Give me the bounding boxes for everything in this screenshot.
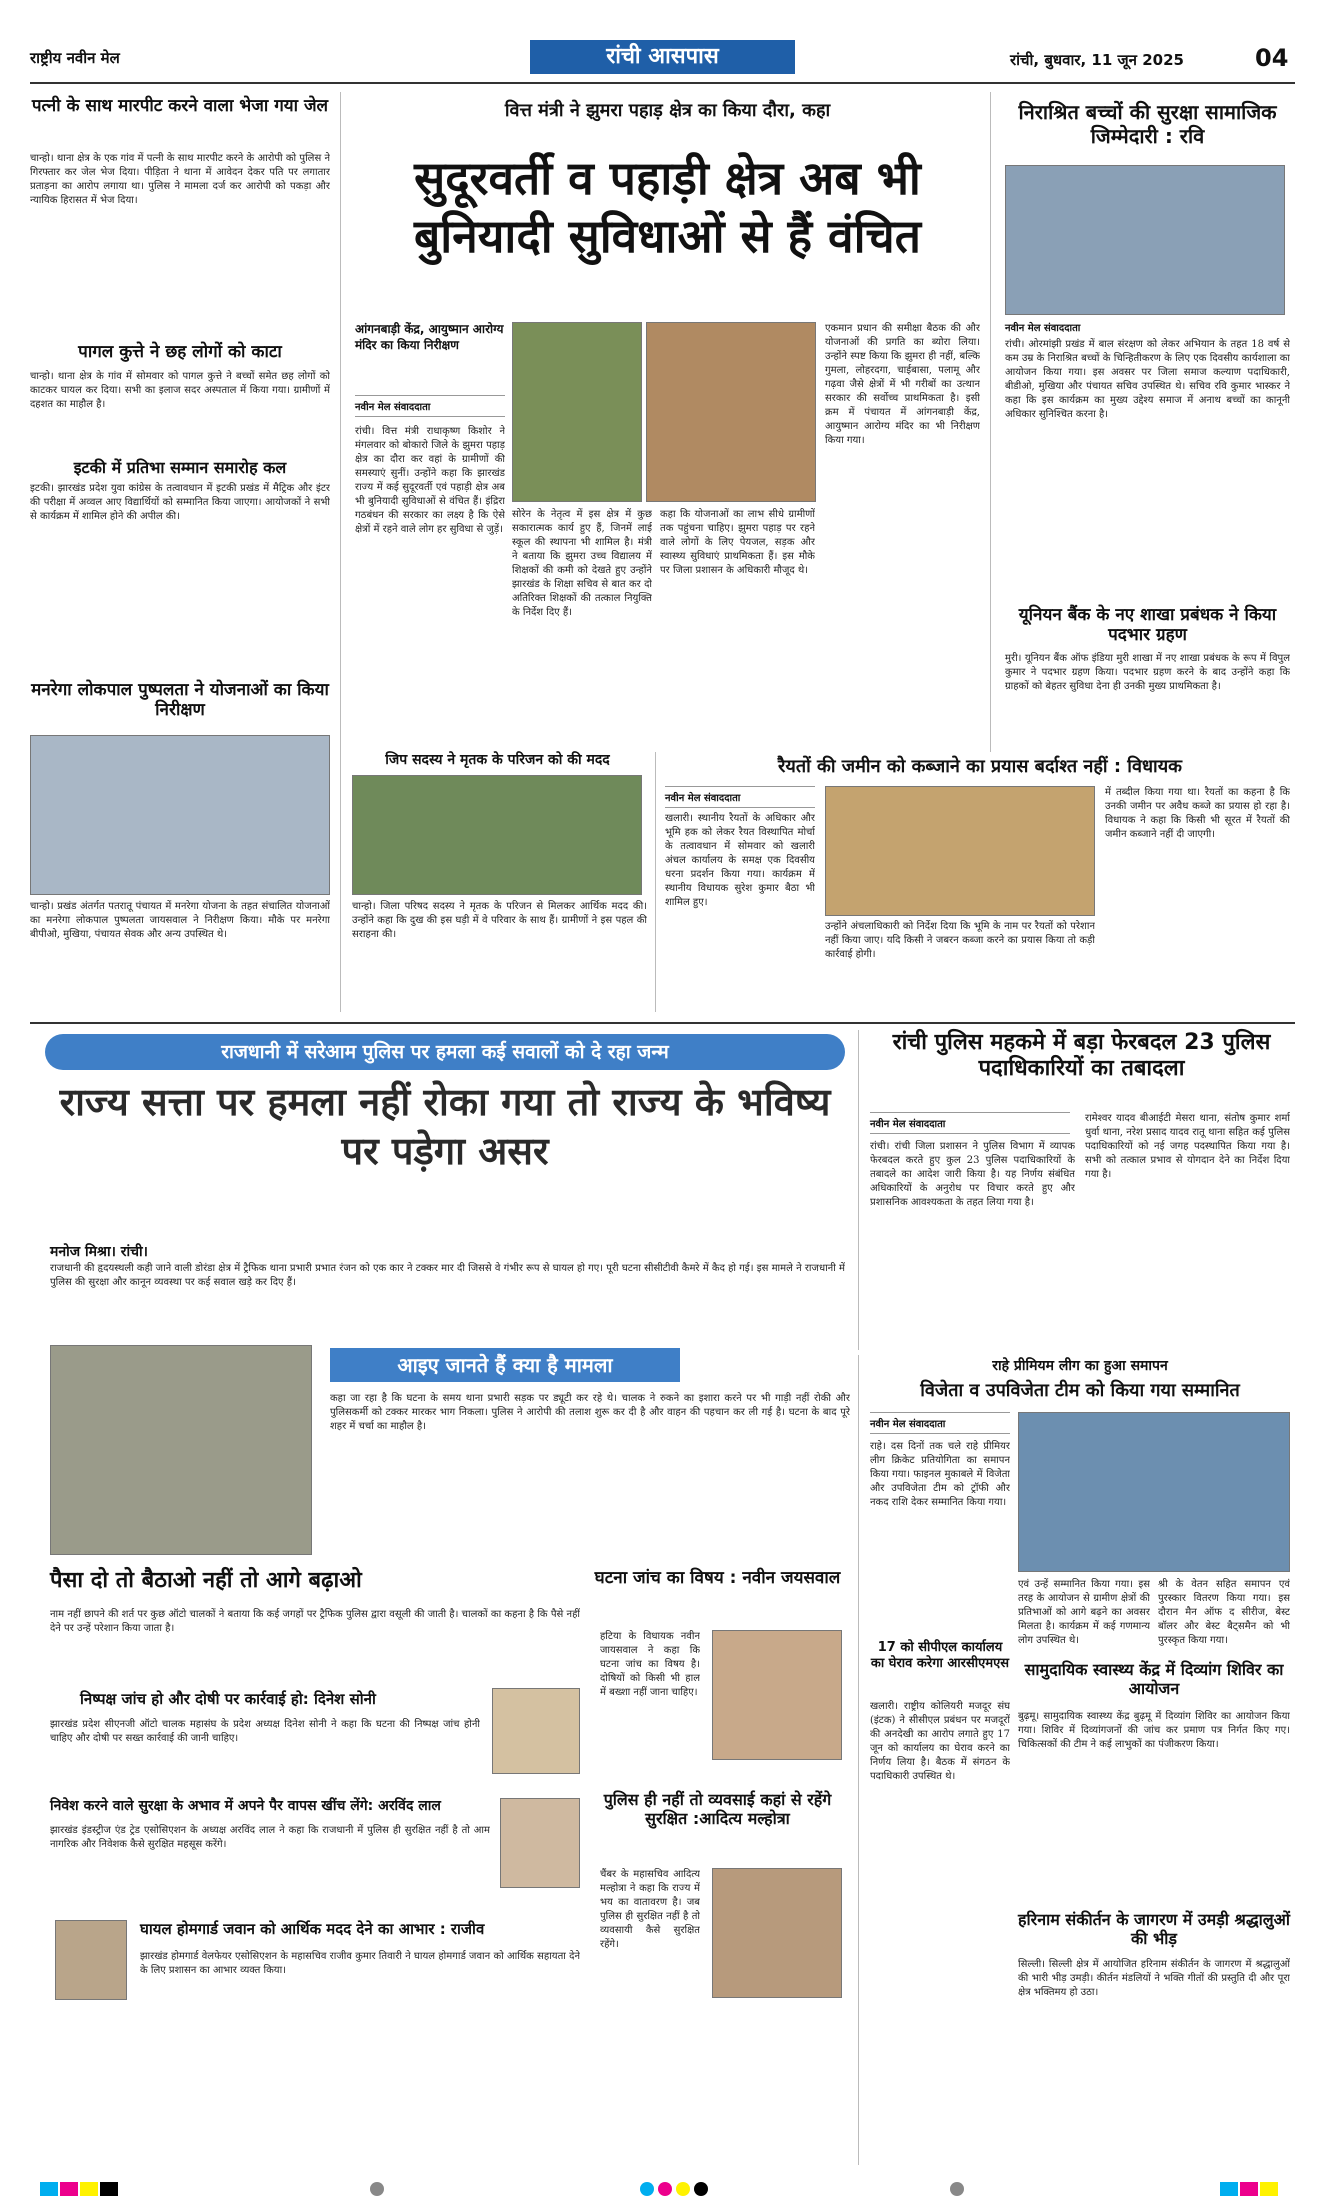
lead-photo-2 <box>646 322 816 502</box>
vidhayak-body-col3: में तब्दील किया गया था। रैयतों का कहना है कि उनकी जमीन पर अवैध कब्जे का प्रयास हो रहा है। विधायक ने कहा कि किसी भी सूरत में रैयतों की जमीन कब्जाने नहीं दी जाएगी। <box>1105 787 1290 840</box>
lead-body-col1: रांची। वित्त मंत्री राधाकृष्ण किशोर ने मंगलवार को बोकारो जिले के झुमरा पहाड़ क्षेत्र का दौरा कर वहां के ग्रामीणों की समस्याएं सुनीं। उन्होंने कहा कि झारखंड राज्य में कई सुदूरवर्ती एवं पहाड़ी क्षेत्र अब भी बुनियादी सुविधाओं से वंचित हैं। इंद्रिरा गठबंधन की सरकार का लक्ष्य है कि ऐसे क्षेत्रों में रहने वाले लोग हर सुविधा से जुड़ें। <box>355 426 505 535</box>
registration-dot-yellow <box>676 2182 690 2196</box>
jila-divider <box>655 752 656 1012</box>
quote4-photo <box>55 1920 127 2000</box>
registration-swatch-cyan <box>40 2182 58 2196</box>
registration-dot-black <box>694 2182 708 2196</box>
registration-swatch-magenta <box>60 2182 78 2196</box>
col1-story3-body: इटकी। झारखंड प्रदेश युवा कांग्रेस के तत्वावधान में इटकी प्रखंड में मैट्रिक और इंटर की परीक्षा में अव्वल आए विद्यार्थियों को सम्मानित किया जाएगा। आयोजकों ने सभी से कार्यक्रम में शामिल होने की अपील की। <box>30 483 330 522</box>
registration-dot-2 <box>950 2182 964 2196</box>
banner-kicker: राजधानी में सरेआम पुलिस पर हमला कई सवालों को दे रहा जन्म <box>45 1034 845 1070</box>
registration-dot-magenta <box>658 2182 672 2196</box>
vidhayak-body-col1: खलारी। स्थानीय रैयतों के अधिकार और भूमि हक को लेकर रैयत विस्थापित मोर्चा के तत्वावधान में सोमवार को खलारी अंचल कार्यालय के समक्ष एक दिवसीय धरना प्रदर्शन किया गया। कार्यक्रम में स्थानीय विधायक सुरेश कुमार बैठा भी शामिल हुए। <box>665 813 815 908</box>
col1-story1-title: पत्नी के साथ मारपीट करने वाला भेजा गया जेल <box>31 96 329 116</box>
police-body-col1: रांची। रांची जिला प्रशासन ने पुलिस विभाग में व्यापक फेरबदल करते हुए कुल 23 पुलिस पदाधिकारियों के तबादले का आदेश जारी किया है। यह निर्णय संबंधित अधिकारियों के अनुरोध पर विचार करते हुए और प्रशासनिक आवश्यकता के तहत लिया गया है। <box>870 1141 1075 1208</box>
mid-rule <box>30 1022 1295 1024</box>
masthead-section: रांची आसपास <box>530 40 795 74</box>
masthead-rule <box>30 82 1295 84</box>
vidhayak-photo <box>825 786 1095 916</box>
vidhayak-title: रैयतों की जमीन को कब्जाने का प्रयास बर्दाश्त नहीं : विधायक <box>778 756 1182 777</box>
col1-divider <box>340 92 341 1012</box>
vidhayak-body-col2: उन्होंने अंचलाधिकारी को निर्देश दिया कि भूमि के नाम पर रैयतों को परेशान नहीं किया जाए। यदि किसी ने जबरन कब्जा करने का प्रयास किया तो कड़ी कार्रवाई होगी। <box>825 921 1095 960</box>
right1-photo <box>1005 165 1285 315</box>
premier-byline: नवीन मेल संवाददाता <box>870 1412 1010 1434</box>
jila-body: चान्हो। जिला परिषद सदस्य ने मृतक के परिजन से मिलकर आर्थिक मदद की। उन्होंने कहा कि दुख की इस घड़ी में वे परिवार के साथ हैं। ग्रामीणों ने इस पहल की सराहना की। <box>352 901 647 940</box>
quote2-photo <box>492 1688 580 1774</box>
premier-body-col1: राहे। दस दिनों तक चले राहे प्रीमियर लीग क्रिकेट प्रतियोगिता का समापन किया गया। फाइनल मुकाबले में विजेता और उपविजेता टीम को ट्रॉफी और नकद राशि देकर सम्मानित किया गया। <box>870 1441 1010 1508</box>
article-box-body: कहा जा रहा है कि घटना के समय थाना प्रभारी सड़क पर ड्यूटी कर रहे थे। चालक ने रुकने का इशारा करने पर भी गाड़ी नहीं रोकी और पुलिसकर्मी को टक्कर मारकर भाग निकला। पुलिस ने आरोपी की तलाश शुरू कर दी है और वाहन की पहचान कर ली गई है। घटना के बाद पूरे शहर में चर्चा का माहौल है। <box>330 1393 850 1432</box>
lead-byline: नवीन मेल संवाददाता <box>355 395 505 417</box>
registration-swatch-yellow <box>80 2182 98 2196</box>
col1-story3-title: इटकी में प्रतिभा सम्मान समारोह कल <box>73 458 287 477</box>
right1-caption: नवीन मेल संवाददाता <box>1005 323 1081 334</box>
vidhayak-byline: नवीन मेल संवाददाता <box>665 786 815 808</box>
col1-story2-body: चान्हो। थाना क्षेत्र के गांव में सोमवार को पागल कुत्ते ने बच्चों समेत छह लोगों को काटकर घायल कर दिया। सभी का इलाज सदर अस्पताल में किया गया। ग्रामीणों में दहशत का माहौल है। <box>30 371 330 410</box>
premier-body-col2: एवं उन्हें सम्मानित किया गया। इस तरह के आयोजन से ग्रामीण क्षेत्रों की प्रतिभाओं को आगे बढ़ने का अवसर मिलता है। कार्यक्रम में कई गणमान्य लोग उपस्थित थे। <box>1018 1579 1150 1646</box>
masthead-paper: राष्ट्रीय नवीन मेल <box>30 49 120 67</box>
health-body: बुढ़मू। सामुदायिक स्वास्थ्य केंद्र बुढ़मू में दिव्यांग शिविर का आयोजन किया गया। शिविर में दिव्यांगजनों की जांच कर प्रमाण पत्र निर्गत किए गए। चिकित्सकों की टीम ने कई लाभुकों का पंजीकरण किया। <box>1018 1711 1290 1750</box>
quote3-photo <box>500 1798 580 1888</box>
right1-title: निराश्रित बच्चों की सुरक्षा सामाजिक जिम्मेदारी : रवि <box>1018 100 1277 148</box>
side1-photo <box>712 1630 842 1760</box>
article-photo <box>50 1345 312 1555</box>
health-title: सामुदायिक स्वास्थ्य केंद्र में दिव्यांग शिविर का आयोजन <box>1024 1660 1284 1699</box>
article-box-label: आइए जानते हैं क्या है मामला <box>330 1348 680 1382</box>
registration-dot-cyan <box>640 2182 654 2196</box>
article-author: मनोज मिश्रा। रांची। <box>50 1244 148 1260</box>
lead-photo-1 <box>512 322 642 502</box>
side2-photo <box>712 1868 842 1998</box>
premier-title: विजेता व उपविजेता टीम को किया गया सम्मानित <box>920 1380 1240 1401</box>
quote2-body: झारखंड प्रदेश सीएनजी ऑटो चालक महासंघ के प्रदेश अध्यक्ष दिनेश सोनी ने कहा कि घटना की निष्पक्ष जांच होनी चाहिए और दोषी पर सख्त कार्रवाई की जानी चाहिए। <box>50 1719 480 1744</box>
lead-kicker: वित्त मंत्री ने झुमरा पहाड़ क्षेत्र का किया दौरा, कहा <box>504 100 831 121</box>
col1-story4-body: चान्हो। प्रखंड अंतर्गत पतरातू पंचायत में मनरेगा योजना के तहत संचालित योजनाओं का मनरेगा लोकपाल पुष्पलता जायसवाल ने निरीक्षण किया। मौके पर मनरेगा बीपीओ, मुखिया, पंचायत सेवक और अन्य उपस्थित थे। <box>30 901 330 940</box>
lead-body-col3: कहा कि योजनाओं का लाभ सीधे ग्रामीणों तक पहुंचना चाहिए। झुमरा पहाड़ पर रहने वाले लोगों के लिए पेयजल, सड़क और स्वास्थ्य सुविधाएं प्राथमिकता हैं। इस मौके पर जिला प्रशासन के अधिकारी मौजूद थे। <box>660 509 815 576</box>
police-byline: नवीन मेल संवाददाता <box>870 1112 1070 1134</box>
lead-divider <box>990 92 991 752</box>
col1-story4-title: मनरेगा लोकपाल पुष्पलता ने योजनाओं का किया निरीक्षण <box>31 680 329 721</box>
article-intro: राजधानी की हृदयस्थली कही जाने वाली डोरंडा क्षेत्र में ट्रैफिक थाना प्रभारी प्रभात रंजन को एक कार ने टक्कर मार दी जिससे वे गंभीर रूप से घायल हो गए। पूरी घटना सीसीटीवी कैमरे में कैद हो गई। इस मामले ने राजधानी में पुलिस की सुरक्षा और कानून व्यवस्था पर कई सवाल खड़े कर दिए हैं। <box>50 1263 845 1288</box>
bank-title: यूनियन बैंक के नए शाखा प्रबंधक ने किया पदभार ग्रहण <box>1018 605 1277 646</box>
side1-title: घटना जांच का विषय : नवीन जयसवाल <box>594 1568 841 1588</box>
col1-story4-photo <box>30 735 330 895</box>
jila-photo <box>352 775 642 895</box>
quote4-body: झारखंड होमगार्ड वेलफेयर एसोसिएशन के महासचिव राजीव कुमार तिवारी ने घायल होमगार्ड जवान को आर्थिक सहायता देने के लिए प्रशासन का आभार व्यक्त किया। <box>140 1951 580 1976</box>
col1-story2-title: पागल कुत्ते ने छह लोगों को काटा <box>78 342 282 362</box>
quote3-body: झारखंड इंडस्ट्रीज एंड ट्रेड एसोसिएशन के अध्यक्ष अरविंद लाल ने कहा कि राजधानी में पुलिस ही सुरक्षित नहीं है तो आम नागरिक और निवेशक कैसे सुरक्षित महसूस करेंगे। <box>50 1825 490 1850</box>
police-title: रांची पुलिस महकमे में बड़ा फेरबदल 23 पुलिस पदाधिकारियों का तबादला <box>892 1030 1271 1082</box>
lead-bullet: आंगनबाड़ी केंद्र, आयुष्मान आरोग्य मंदिर का किया निरीक्षण <box>355 322 504 352</box>
quote2-title: निष्पक्ष जांच हो और दोषी पर कार्रवाई हो: दिनेश सोनी <box>80 1690 376 1708</box>
registration-swatch-black <box>100 2182 118 2196</box>
lead-body-col4: एकमान प्रधान की समीक्षा बैठक की और योजनाओं की प्रगति का ब्योरा लिया। उन्होंने स्पष्ट किया कि झुमरा ही नहीं, बल्कि गुमला, लोहरदगा, चाईबासा, पलामू और गढ़वा जैसे क्षेत्रों में भी गरीबों का उत्थान सरकार की सर्वोच्च प्राथमिकता है। इसी क्रम में पंचायत में आंगनबाड़ी केंद्र, आयुष्मान आरोग्य मंदिर का भी निरीक्षण किया गया। <box>825 323 980 446</box>
right1-body: रांची। ओरमांझी प्रखंड में बाल संरक्षण को लेकर अभियान के तहत 18 वर्ष से कम उम्र के निराश्रित बच्चों के चिन्हितीकरण के लिए एक दिवसीय कार्यशाला का आयोजन किया गया। इस अवसर पर जिला समाज कल्याण पदाधिकारी, बीडीओ, मुखिया और पंचायत सचिव उपस्थित थे। सचिव रवि कुमार भास्कर ने कहा कि इस कार्यक्रम का मुख्य उद्देश्य समाज में अनाथ बच्चों का कानूनी अधिकार सुनिश्चित करना है। <box>1005 339 1290 420</box>
side2-title: पुलिस ही नहीं तो व्यवसाई कहां से रहेंगे सुरक्षित :आदित्य मल्होत्रा <box>603 1790 832 1829</box>
quote1-body: नाम नहीं छापने की शर्त पर कुछ ऑटो चालकों ने बताया कि कई जगहों पर ट्रैफिक पुलिस द्वारा वसूली की जाती है। चालकों का कहना है कि पैसे नहीं देने पर उन्हें परेशान किया जाता है। <box>50 1609 580 1634</box>
bank-body: मुरी। यूनियन बैंक ऑफ इंडिया मुरी शाखा में नए शाखा प्रबंधक के रूप में विपुल कुमार ने पदभार ग्रहण किया। पदभार ग्रहण करने के बाद उन्होंने कहा कि ग्राहकों को बेहतर सुविधा देना ही उनकी मुख्य प्राथमिकता है। <box>1005 653 1290 692</box>
masthead-dateline: रांची, बुधवार, 11 जून 2025 <box>1010 51 1184 69</box>
lead-headline: सुदूरवर्ती व पहाड़ी क्षेत्र अब भी बुनियादी सुविधाओं से हैं वंचित <box>414 151 921 263</box>
quote3-title: निवेश करने वाले सुरक्षा के अभाव में अपने पैर वापस खींच लेंगे: अरविंद लाल <box>50 1798 441 1814</box>
quote4-title: घायल होमगार्ड जवान को आर्थिक मदद देने का आभार : राजीव <box>140 1920 485 1938</box>
registration-swatch-cyan-right <box>1220 2182 1238 2196</box>
jila-title: जिप सदस्य ने मृतक के परिजन को की मदद <box>385 752 610 768</box>
col1-story1-body: चान्हो। थाना क्षेत्र के एक गांव में पत्नी के साथ मारपीट करने के आरोपी को पुलिस ने गिरफ्तार कर जेल भेज दिया। पीड़िता ने थाना में आवेदन देकर पति पर लगातार प्रताड़ना का आरोप लगाया था। पुलिस ने मामला दर्ज कर आरोपी को पकड़ा और न्यायिक हिरासत में भेज दिया। <box>30 153 330 206</box>
masthead-page-number: 04 <box>1255 44 1289 72</box>
cpi-title: 17 को सीपीएल कार्यालय का घेराव करेगा आरसीएमएस <box>870 1640 1010 1671</box>
premier-photo <box>1018 1412 1290 1572</box>
registration-swatch-yellow-right <box>1260 2182 1278 2196</box>
kirtan-title: हरिनाम संकीर्तन के जागरण में उमड़ी श्रद्धालुओं की भीड़ <box>1018 1910 1290 1949</box>
quote1-title: पैसा दो तो बैठाओ नहीं तो आगे बढ़ाओ <box>50 1568 362 1593</box>
cpi-body: खलारी। राष्ट्रीय कोलियरी मजदूर संघ (इंटक) ने सीसीएल प्रबंधन पर मजदूरों की अनदेखी का आरोप लगाते हुए 17 जून को कार्यालय का घेराव करने का निर्णय लिया है। बैठक में संगठन के पदाधिकारी उपस्थित थे। <box>870 1701 1010 1782</box>
premier-body-col3: श्री के वेतन सहित समापन एवं पुरस्कार वितरण किया गया। इस दौरान मैन ऑफ द सीरीज, बेस्ट बॉलर और बेस्ट बैट्समैन को भी पुरस्कृत किया गया। <box>1158 1579 1290 1646</box>
side2-body: चैंबर के महासचिव आदित्य मल्होत्रा ने कहा कि राज्य में भय का वातावरण है। जब पुलिस ही सुरक्षित नहीं है तो व्यवसायी कैसे सुरक्षित रहेंगे। <box>600 1869 700 1950</box>
police-body-col2: रामेश्वर यादव बीआईटी मेसरा थाना, संतोष कुमार शर्मा धुर्वा थाना, नरेश प्रसाद यादव रातू थाना सहित कई पुलिस पदाधिकारियों को नई जगह पदस्थापित किया गया है। सभी को तत्काल प्रभाव से योगदान देने का निर्देश दिया गया है। <box>1085 1113 1290 1180</box>
lead-body-col2: सोरेन के नेतृत्व में इस क्षेत्र में कुछ सकारात्मक कार्य हुए हैं, जिनमें लाई स्कूल की स्थापना भी शामिल है। मंत्री ने बताया कि झुमरा उच्च विद्यालय में शिक्षकों की कमी को देखते हुए उन्होंने झारखंड के शिक्षा सचिव से बात कर दो अतिरिक्त शिक्षकों की तत्काल नियुक्ति के निर्देश दिए हैं। <box>512 509 652 618</box>
side1-body: हटिया के विधायक नवीन जायसवाल ने कहा कि घटना जांच का विषय है। दोषियों को किसी भी हाल में बख्शा नहीं जाना चाहिए। <box>600 1631 700 1698</box>
article-divider <box>858 1355 859 2165</box>
banner-headline: राज्य सत्ता पर हमला नहीं रोका गया तो राज्य के भविष्य पर पड़ेगा असर <box>59 1080 831 1174</box>
banner-divider <box>858 1030 859 1350</box>
registration-swatch-magenta-right <box>1240 2182 1258 2196</box>
premier-kicker: राहे प्रीमियम लीग का हुआ समापन <box>992 1358 1168 1374</box>
registration-dot-1 <box>370 2182 384 2196</box>
kirtan-body: सिल्ली। सिल्ली क्षेत्र में आयोजित हरिनाम संकीर्तन के जागरण में श्रद्धालुओं की भारी भीड़ उमड़ी। कीर्तन मंडलियों ने भक्ति गीतों की प्रस्तुति दी और पूरा क्षेत्र भक्तिमय हो उठा। <box>1018 1959 1290 1998</box>
